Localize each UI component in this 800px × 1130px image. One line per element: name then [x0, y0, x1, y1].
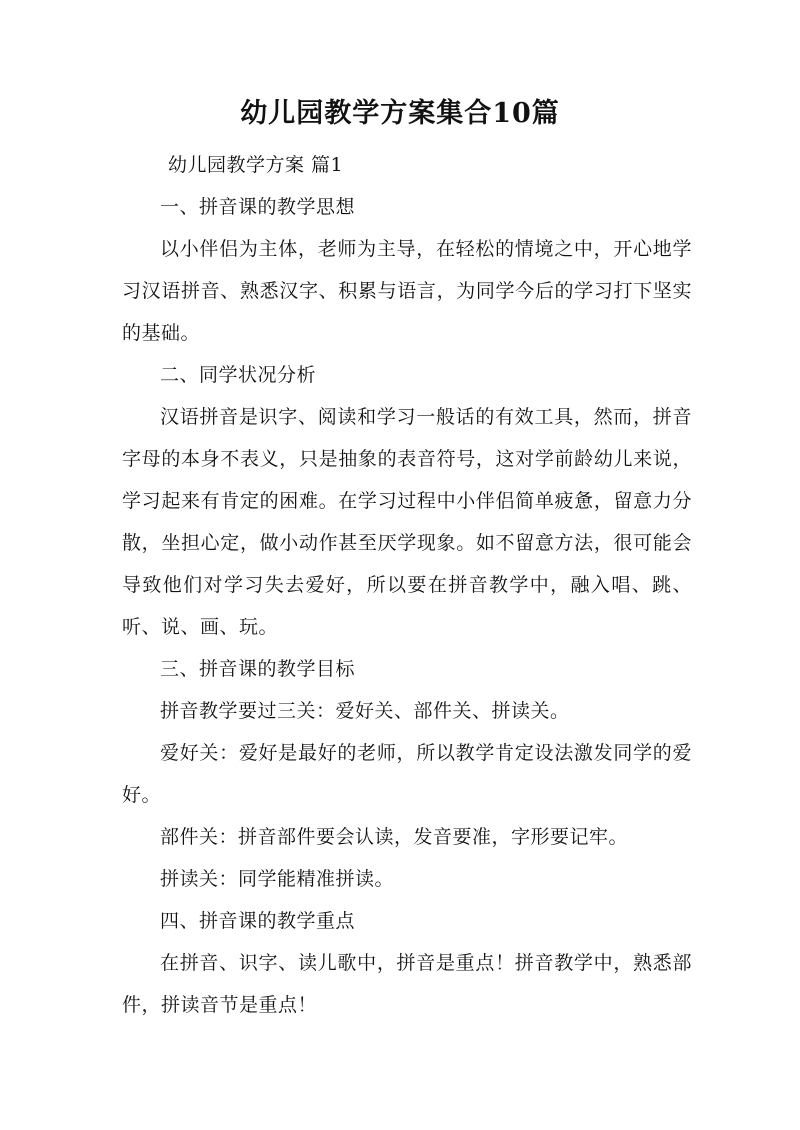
section-heading-1: 一、拼音课的教学思想	[160, 196, 356, 218]
document-subtitle: 幼儿园教学方案 篇1	[168, 154, 344, 176]
paragraph-2: 汉语拼音是识字、阅读和学习一般话的有效工具，然而，拼音字母的本身不表义，只是抽象的表音符号，这对学前龄幼儿来说，学习起来有肯定的困难。在学习过程中小伴侣简单疲惫，留意力分散，坐担心定，做小动作甚至厌学现象。如不留意方法，很可能会导致他们对学习失去爱好，所以要在拼音教学中，融入唱、跳、听、说、画、玩。	[122, 406, 692, 638]
section-heading-3: 三、拼音课的教学目标	[160, 658, 356, 680]
document-title: 幼儿园教学方案集合10篇	[240, 98, 560, 129]
paragraph-1: 以小伴侣为主体，老师为主导，在轻松的情境之中，开心地学习汉语拼音、熟悉汉字、积累与语言，为同学今后的学习打下坚实的基础。	[122, 238, 692, 344]
paragraph-5: 部件关：拼音部件要会认读，发音要准，字形要记牢。	[160, 826, 629, 848]
paragraph-7: 在拼音、识字、读儿歌中，拼音是重点！拼音教学中，熟悉部件，拼读音节是重点！	[122, 952, 692, 1016]
paragraph-3: 拼音教学要过三关：爱好关、部件关、拼读关。	[160, 700, 570, 722]
section-heading-2: 二、同学状况分析	[160, 364, 317, 386]
section-heading-4: 四、拼音课的教学重点	[160, 910, 356, 932]
paragraph-6: 拼读关：同学能精准拼读。	[160, 868, 395, 890]
document-body	[122, 144, 692, 1026]
paragraph-4: 爱好关：爱好是最好的老师，所以教学肯定设法激发同学的爱好。	[122, 742, 692, 806]
